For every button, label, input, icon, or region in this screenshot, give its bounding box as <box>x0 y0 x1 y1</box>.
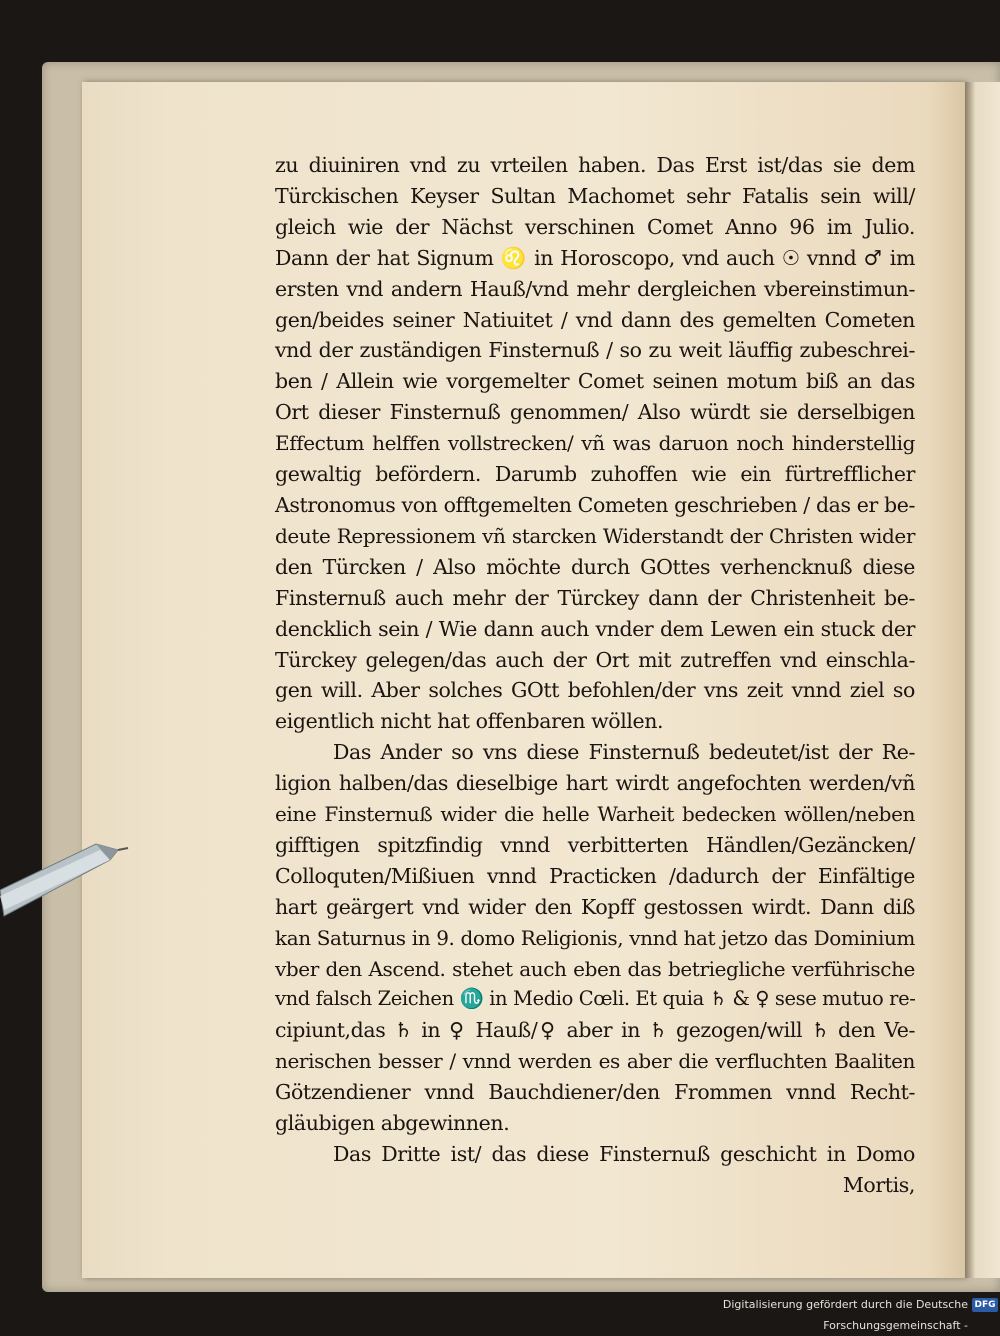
text-line: eigentlich nicht hat offenbaren wöllen. <box>275 709 664 734</box>
text-line: nerischen besser / vnnd werden es aber die verfluchten Baaliten <box>275 1049 915 1074</box>
text-line: gewaltig befördern. Darumb zuhoffen wie ein fürtrefflicher <box>275 462 915 487</box>
text-line: Götzendiener vnnd Bauchdiener/den Frommen vnnd Recht- <box>275 1080 915 1105</box>
text-line: ben / Allein wie vorgemelter Comet seinen motum biß an das <box>275 369 915 394</box>
text-line: ersten vnd andern Hauß/vnd mehr dergleichen vbereinstimun- <box>275 276 915 301</box>
text-line: Das Ander so vns diese Finsternuß bedeutet/ist der Re- <box>333 740 915 765</box>
text-line: gläubigen abgewinnen. <box>275 1111 510 1136</box>
dfg-logo: DFG <box>972 1298 998 1312</box>
text-line: hart geärgert vnd wider den Kopff gestossen wirdt. Dann diß <box>275 894 915 919</box>
pen-pointer-icon <box>0 838 130 918</box>
digitization-footer: Digitalisierung gefördert durch die Deutsche Forschungsgemeinschaft - <box>722 1298 968 1332</box>
adjacent-page-edge <box>965 82 1000 1278</box>
text-line: Dann der hat Signum ♌ in Horoscopo, vnd auch ☉ vnnd ♂ im <box>275 245 915 270</box>
text-line: gleich wie der Nächst verschinen Comet Anno 96 im Julio. <box>275 214 915 239</box>
text-line: deute Repressionem vñ starcken Widerstandt der Christen wider <box>275 523 915 548</box>
text-line: vber den Ascend. stehet auch eben das betriegliche verführische <box>275 956 915 981</box>
text-line: Das Dritte ist/ das diese Finsternuß geschicht in Domo <box>333 1142 915 1166</box>
text-line: gen/beides seiner Natiuitet / vnd dann des gemelten Cometen <box>275 307 915 332</box>
text-line: ligion halben/das dieselbige hart wirdt angefochten werden/vñ <box>275 771 915 796</box>
text-line: gen will. Aber solches GOtt befohlen/der vns zeit vnnd ziel so <box>275 678 915 703</box>
text-line: vnd falsch Zeichen ♏ in Medio Cœli. Et quia ♄ & ♀ sese mutuo re- <box>275 987 916 1011</box>
text-line: den Türcken / Also möchte durch GOttes verhencknuß diese <box>275 554 915 579</box>
text-line: Colloquten/Mißiuen vnnd Practicken /dadurch der Einfältige <box>275 863 915 888</box>
catchword: Mortis, <box>842 1172 915 1197</box>
text-line: Finsternuß auch mehr der Türckey dann der Christenheit be- <box>275 585 915 610</box>
text-line: Astronomus von offtgemelten Cometen geschrieben / das er be- <box>275 492 915 517</box>
text-line: Türckischen Keyser Sultan Machomet sehr Fatalis sein will/ <box>275 183 915 208</box>
text-line: Ort dieser Finsternuß genommen/ Also würdt sie derselbigen <box>275 400 915 425</box>
page-text-block <box>275 150 915 1201</box>
text-line: vnd der zuständigen Finsternuß / so zu weit läuffig zubeschrei- <box>275 338 915 363</box>
text-line: zu diuiniren vnd zu vrteilen haben. Das Erst ist/das sie dem <box>275 153 915 177</box>
text-line: dencklich sein / Wie dann auch vnder dem Lewen ein stuck der <box>275 616 915 641</box>
text-line: kan Saturnus in 9. domo Religionis, vnnd hat jetzo das Dominium <box>275 925 915 950</box>
text-line: eine Finsternuß wider die helle Warheit bedecken wöllen/neben <box>275 802 915 827</box>
text-line: cipiunt,das ♄ in ♀ Hauß/♀ aber in ♄ gezogen/will ♄ den Ve- <box>275 1018 915 1043</box>
text-line: gifftigen spitzfindig vnnd verbitterten Händlen/Gezäncken/ <box>275 832 915 857</box>
text-line: Effectum helffen vollstrecken/ vñ was daruon noch hinderstellig <box>275 431 915 456</box>
text-line: Türckey gelegen/das auch der Ort mit zutreffen vnd einschla- <box>275 647 915 672</box>
